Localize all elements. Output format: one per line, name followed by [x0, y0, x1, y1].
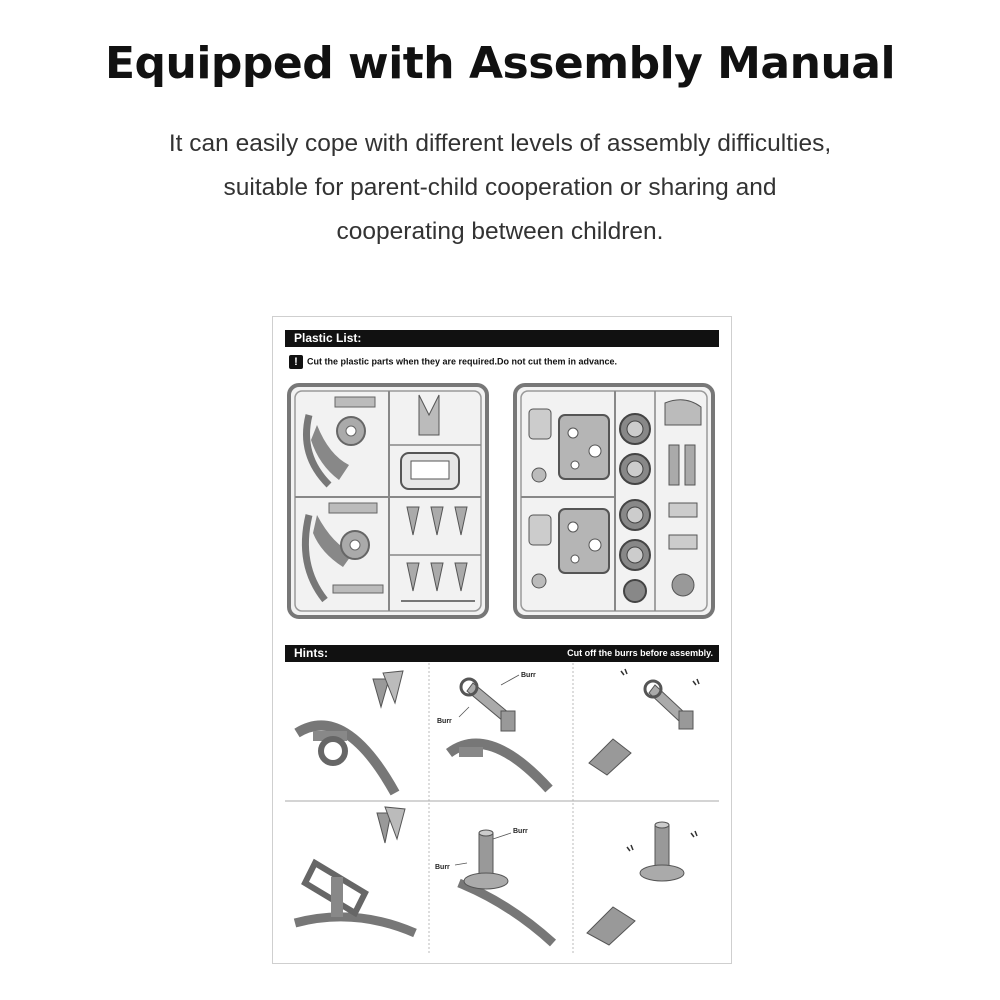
plastic-list-title: Plastic List: — [294, 331, 362, 345]
assembly-manual-image — [272, 316, 732, 964]
burr-label-1: Burr — [521, 672, 536, 679]
page-heading: Equipped with Assembly Manual — [104, 38, 896, 89]
plastic-list-bar — [285, 330, 719, 347]
description-line-2: suitable for parent-child cooperation or sharing and — [223, 174, 777, 201]
burr-label-2: Burr — [437, 718, 452, 725]
description — [80, 122, 920, 254]
hint-cell-4 — [295, 807, 415, 933]
hints-illustration — [285, 663, 719, 953]
hint-cell-3 — [589, 669, 699, 775]
hints-instruction: Cut off the burrs before assembly. — [567, 648, 713, 658]
left-sprue — [289, 385, 487, 617]
hints-title: Hints: — [294, 646, 328, 660]
hints-bar — [285, 645, 719, 662]
burr-label-4: Burr — [435, 864, 450, 871]
warning-text: Cut the plastic parts when they are required.Do not cut them in advance. — [307, 356, 618, 367]
hint-cell-5 — [435, 828, 553, 943]
burr-label-3: Burr — [513, 828, 528, 835]
description-line-1: It can easily cope with different levels of assembly difficulties, — [168, 130, 832, 157]
warning-icon: ! — [289, 355, 303, 369]
description-line-3: cooperating between children. — [336, 218, 664, 245]
right-sprue — [515, 385, 713, 617]
sprue-sheets-illustration — [287, 379, 717, 629]
hint-cell-6 — [587, 822, 697, 945]
plastic-list-warning — [289, 355, 617, 369]
hint-cell-1 — [297, 671, 403, 793]
hint-cell-2 — [437, 672, 549, 789]
